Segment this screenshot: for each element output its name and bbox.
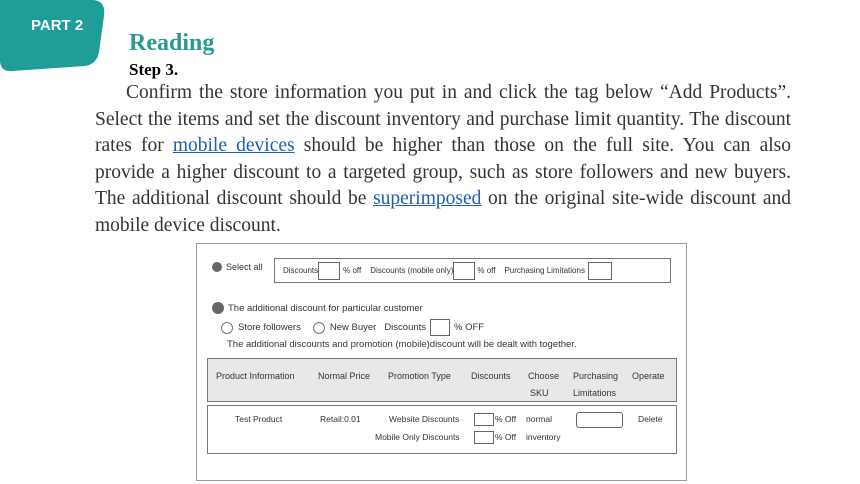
delete-button[interactable]: Delete (638, 414, 663, 424)
discounts-label: Discounts (283, 266, 319, 275)
product-table-header (207, 358, 677, 402)
header-sku: SKU (530, 388, 549, 398)
badge-shape (0, 0, 106, 72)
superimposed-link[interactable]: superimposed (373, 188, 482, 209)
customer-type-options (221, 319, 484, 336)
discounts-mobile-label: Discounts (mobile only) (370, 266, 454, 275)
select-all-radio[interactable] (212, 262, 222, 272)
additional-discount-option[interactable] (212, 302, 423, 314)
discounts-input[interactable] (318, 262, 340, 280)
table-row (207, 405, 677, 454)
pct-off-mobile-label: % off (477, 266, 496, 275)
header-normal-price: Normal Price (318, 371, 371, 381)
purchasing-limitations-label: Purchasing Limitations (504, 266, 585, 275)
paragraph-text-1: Confirm the store information you put in and click the tag below “Add Products”. Select the items and set the discount inventory and purchase limit quantity. The discount rates for (95, 82, 791, 156)
row-purchasing-limit-input[interactable] (576, 412, 623, 428)
store-followers-label: Store followers (238, 322, 301, 333)
cell-promo-website: Website Discounts (389, 414, 460, 424)
website-discount-input[interactable] (474, 413, 494, 426)
mobile-discount-input[interactable] (474, 431, 494, 444)
cell-sku-normal: normal (526, 414, 552, 424)
cell-discount-website (474, 412, 516, 426)
badge-label: PART 2 (31, 17, 84, 34)
header-limitations: Limitations (573, 388, 617, 398)
header-promotion-type: Promotion Type (388, 371, 451, 381)
cell-discount-mobile (474, 430, 516, 444)
new-buyer-label: New Buyer (329, 322, 377, 333)
pct-off-a: % Off (495, 414, 517, 424)
cell-sku-inventory: inventory (526, 432, 561, 442)
combination-note: The additional discounts and promotion (mobile)discount will be dealt with together. (227, 339, 577, 350)
discount-form-panel (196, 243, 687, 481)
part-badge (0, 0, 106, 72)
cell-price: Retail:0.01 (320, 414, 361, 424)
select-all-label: Select all (226, 262, 263, 272)
additional-discount-label: The additional discount for particular customer (228, 302, 423, 314)
instruction-paragraph (95, 80, 791, 239)
discount-settings-row (274, 258, 671, 283)
discounts-mobile-input[interactable] (453, 262, 475, 280)
header-discounts: Discounts (471, 371, 511, 381)
header-product-info: Product Information (216, 371, 295, 381)
pct-off-label: % off (343, 266, 362, 275)
extra-discounts-input[interactable] (430, 319, 450, 336)
additional-discount-radio[interactable] (212, 302, 224, 314)
pct-off-upper-label: % OFF (454, 322, 485, 333)
step-label: Step 3. (129, 60, 179, 79)
mobile-devices-link[interactable]: mobile devices (172, 135, 295, 156)
pct-off-b: % Off (495, 432, 517, 442)
cell-promo-mobile: Mobile Only Discounts (375, 432, 460, 442)
header-purchasing: Purchasing (573, 371, 619, 381)
select-all-option[interactable] (212, 262, 263, 272)
section-title: Reading (129, 30, 215, 56)
paragraph-text-3: on the original site-wide discount and mobile device discount. (95, 188, 791, 236)
new-buyer-radio[interactable] (313, 322, 325, 334)
cell-product: Test Product (235, 414, 283, 424)
header-operate: Operate (632, 371, 665, 381)
store-followers-radio[interactable] (221, 322, 233, 334)
paragraph-text-2: should be higher than those on the full site. You can also provide a higher discount to a targeted group, such as store followers and new buyers. The additional discount should be (95, 135, 791, 209)
extra-discounts-label: Discounts (384, 322, 427, 333)
header-choose: Choose (528, 371, 560, 381)
purchasing-limitations-input[interactable] (588, 262, 612, 280)
